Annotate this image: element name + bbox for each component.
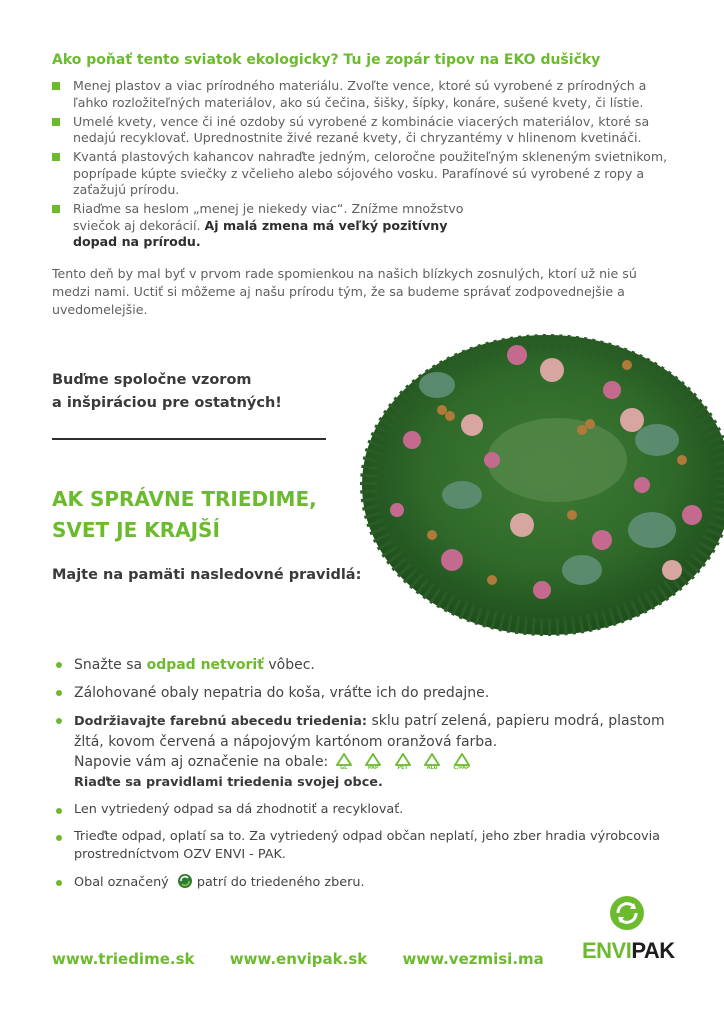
inspire-line2: a inšpiráciou pre ostatných!: [52, 395, 282, 411]
link-envipak[interactable]: www.envipak.sk: [229, 950, 368, 968]
rule-highlight: odpad netvoriť: [146, 657, 264, 673]
logo-wordmark: [582, 938, 675, 964]
rule-bold-text: Riaďte sa pravidlami triedenia svojej obce.: [74, 775, 383, 790]
sorting-title: [52, 484, 317, 546]
envipak-logo: [582, 895, 674, 967]
bullet-dot-icon: [56, 880, 62, 886]
sorting-title-line1: AK SPRÁVNE TRIEDIME,: [52, 487, 317, 511]
green-dot-icon: [176, 873, 194, 889]
tip-text: Kvantá plastových kahancov nahraďte jedným, celoročne použiteľným skleneným svietnikom, poprípade kúpte sviečky z včelieho alebo sójového vosku. Parafínové sú vyrobené z ropy a zaťažujú prírodu.: [73, 149, 668, 197]
rule-bold-text: Dodržiavajte farebnú abecedu triedenia:: [74, 714, 368, 729]
tip-bold-text: Aj malá zmena má veľký pozitívny dopad na prírodu.: [73, 217, 448, 249]
rule-text: Obal označený: [74, 875, 169, 890]
recycle-code: PAP: [367, 765, 379, 771]
inspire-line1: Buďme spoločne vzorom: [52, 372, 252, 388]
tip-text: Umelé kvety, vence či iné ozdoby sú vyrobené z kombinácie viacerých materiálov, ktoré sa nedajú recyklovať. Uprednostnite živé rezané kvety, či chryzantémy v hlinenom kvetináči.: [73, 113, 650, 145]
recycle-code: PET: [397, 765, 408, 771]
rule-text: patrí do triedeného zberu.: [196, 875, 365, 890]
rules-list: [56, 655, 686, 892]
recycle-code: ALU: [426, 765, 438, 771]
tip-item: [52, 201, 672, 251]
recycle-code: C/PAP: [453, 765, 470, 771]
tip-item: [52, 114, 672, 147]
rule-item: [56, 828, 686, 864]
bullet-dot-icon: [56, 690, 62, 696]
recycle-symbol: [421, 753, 443, 771]
rule-item: [56, 655, 686, 675]
rules-title: Majte na pamäti nasledovné pravidlá:: [52, 567, 362, 583]
rule-item: [56, 801, 686, 819]
wreath-image: [342, 320, 724, 642]
rule-text: Snažte sa: [74, 657, 147, 673]
link-triedime[interactable]: www.triedime.sk: [52, 950, 195, 968]
tip-text: Menej plastov a viac prírodného materiálu. Zvoľte vence, ktoré sú vyrobené z prírodných a ľahko rozložiteľných materiálov, ako sú čečina, šišky, šípky, konáre, sušené kvety, či lístie.: [73, 78, 647, 110]
tips-heading: Ako poňať tento sviatok ekologicky? Tu je zopár tipov na EKO dušičky: [52, 52, 601, 68]
rule-item: [56, 711, 686, 793]
bullet-dot-icon: [56, 808, 62, 814]
envipak-recycle-icon: [609, 895, 645, 931]
recycle-symbol: [451, 753, 473, 771]
recycle-symbol: [392, 753, 414, 771]
logo-part2: PAK: [631, 938, 675, 963]
link-vezmisi[interactable]: www.vezmisi.ma: [402, 950, 544, 968]
tip-item: [52, 78, 672, 111]
intro-paragraph: Tento deň by mal byť v prvom rade spomienkou na našich blízkych zosnulých, ktorí už nie sú medzi nami. Uctiť si môžeme aj našu prírodu tým, že sa budeme správať zodpovednejšie a uvedomelejšie.: [52, 266, 637, 317]
logo-part1: ENVI: [582, 938, 632, 963]
rule-text: vôbec.: [263, 657, 315, 673]
rule-item: [56, 683, 686, 703]
inspire-heading: [52, 369, 282, 415]
footer-links: [52, 950, 574, 968]
rule-text: Napovie vám aj označenie na obale:: [74, 754, 329, 770]
bullet-dot-icon: [56, 835, 62, 841]
sorting-title-line2: SVET JE KRAJŠÍ: [52, 518, 220, 542]
rule-item: [56, 873, 686, 892]
recycle-symbol: [333, 753, 355, 771]
tip-item: [52, 149, 672, 199]
recycle-code: GL: [340, 765, 348, 771]
bullet-square-icon: [52, 205, 60, 213]
rule-text: Len vytriedený odpad sa dá zhodnotiť a recyklovať.: [74, 802, 404, 817]
bullet-dot-icon: [56, 662, 62, 668]
rule-text: sklu patrí zelená, papieru modrá, plastom žltá, kovom červená a nápojovým kartónom oranžová farba.: [74, 713, 665, 750]
recycle-symbols: [333, 752, 476, 772]
divider: [52, 438, 326, 440]
bullet-square-icon: [52, 82, 60, 90]
rule-text: Trieďte odpad, oplatí sa to. Za vytriedený odpad občan neplatí, jeho zber hradia výrobcovia prostredníctvom OZV ENVI - PAK.: [74, 829, 661, 862]
bullet-dot-icon: [56, 718, 62, 724]
tips-list: [52, 78, 672, 253]
bullet-square-icon: [52, 153, 60, 161]
recycle-symbol: [362, 753, 384, 771]
tip-text: Riaďme sa heslom „menej je niekedy viac“. Znížme množstvo sviečok aj dekorácií.: [73, 201, 464, 233]
rule-text: Zálohované obaly nepatria do koša, vráťte ich do predajne.: [74, 685, 490, 701]
bullet-square-icon: [52, 118, 60, 126]
